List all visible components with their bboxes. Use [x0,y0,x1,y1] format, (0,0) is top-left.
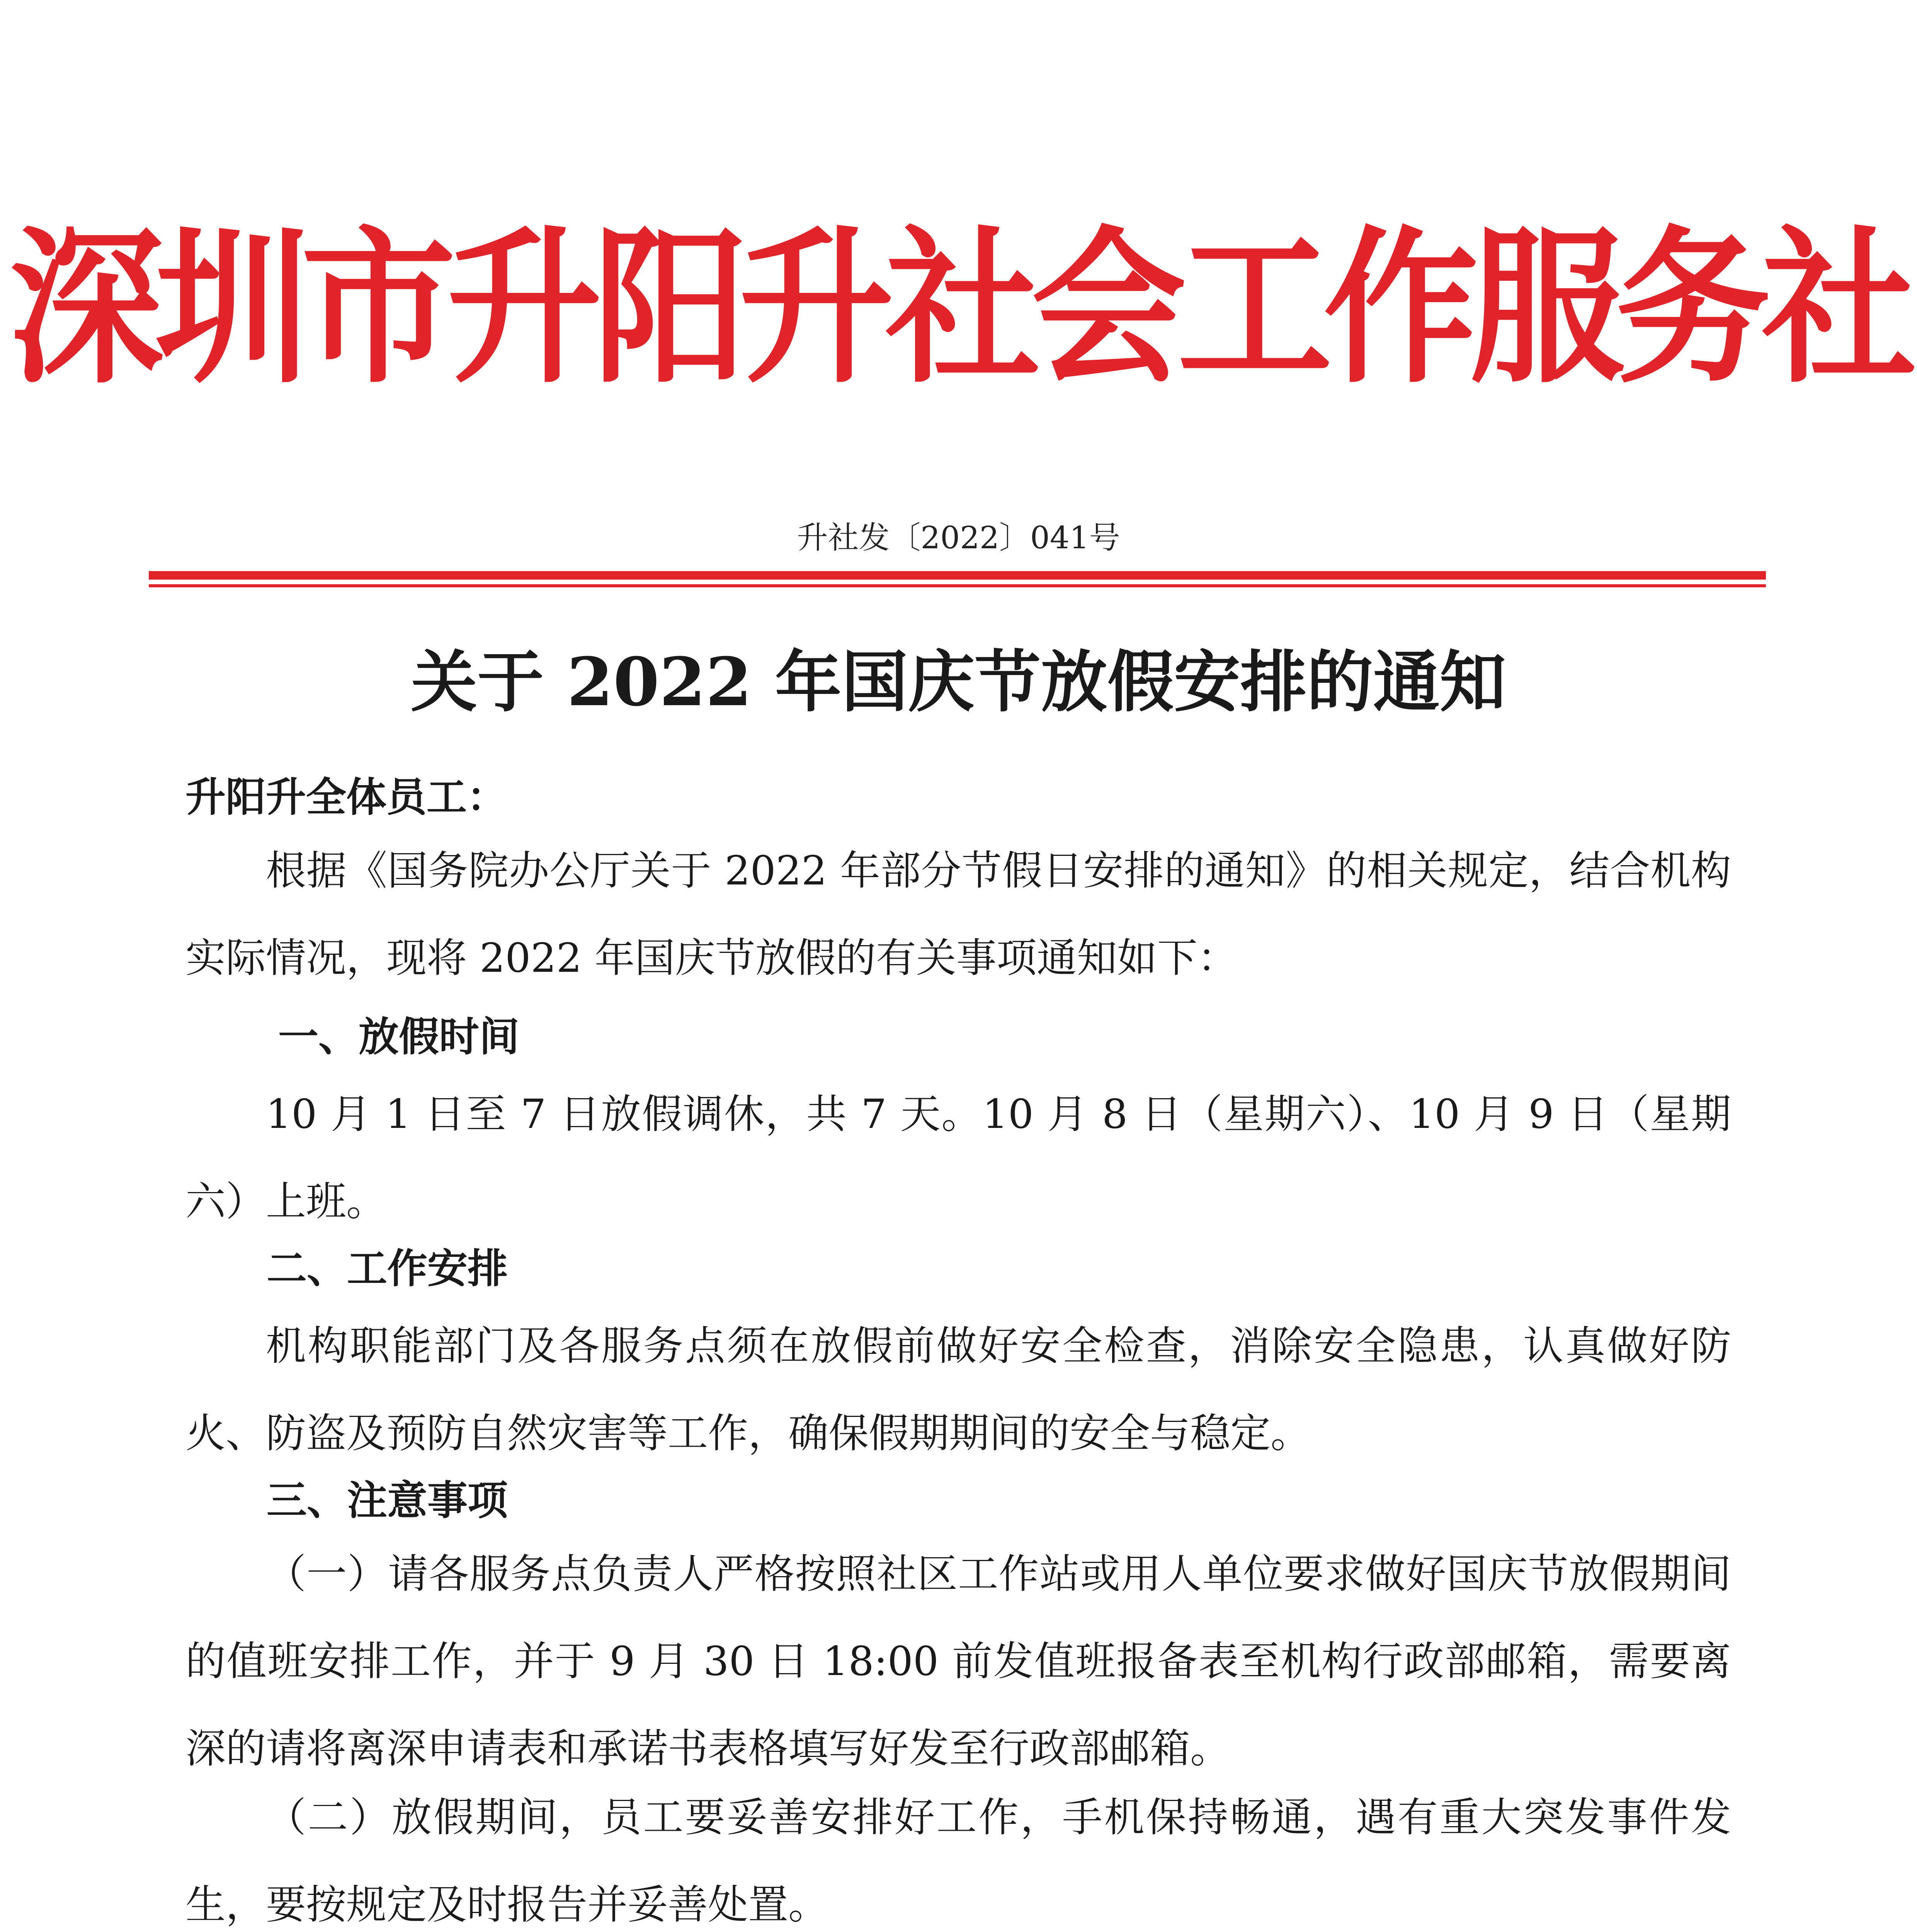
section-heading-3: 三、注意事项 [267,1476,508,1524]
header-divider-thick [149,571,1766,580]
section-heading-1: 一、放假时间 [278,1013,520,1060]
section-heading-2: 二、工作安排 [267,1245,508,1292]
section-2-paragraph: 机构职能部门及各服务点须在放假前做好安全检查，消除安全隐患，认真做好防火、防盗及预防自然灾害等工作，确保假期期间的安全与稳定。 [185,1322,1731,1457]
salutation: 升阳升全体员工： [185,773,507,821]
notice-title: 关于 2022 年国庆节放假安排的通知 [411,643,1506,721]
header-divider-thin [149,584,1766,587]
intro-paragraph: 根据《国务院办公厅关于 2022 年部分节假日安排的通知》的相关规定，结合机构实际情况，现将 2022 年国庆节放假的有关事项通知如下： [185,847,1731,981]
section-1-paragraph: 10 月 1 日至 7 日放假调休，共 7 天。10 月 8 日（星期六）、10 月 9 日（星期六）上班。 [185,1090,1731,1225]
section-3-paragraph-2: （二）放假期间，员工要妥善安排好工作，手机保持畅通，遇有重大突发事件发生，要按规定及时报告并妥善处置。 [185,1794,1731,1928]
section-3-paragraph-1: （一）请各服务点负责人严格按照社区工作站或用人单位要求做好国庆节放假期间的值班安排工作，并于 9 月 30 日 18:00 前发值班报备表至机构行政部邮箱，需要离深的请将离深申请表和承诺书表格填写好发至行政部邮箱。 [185,1550,1731,1772]
organization-header: 深圳市升阳升社会工作服务社 [9,212,1908,406]
document-number: 升社发〔2022〕041号 [797,520,1120,556]
